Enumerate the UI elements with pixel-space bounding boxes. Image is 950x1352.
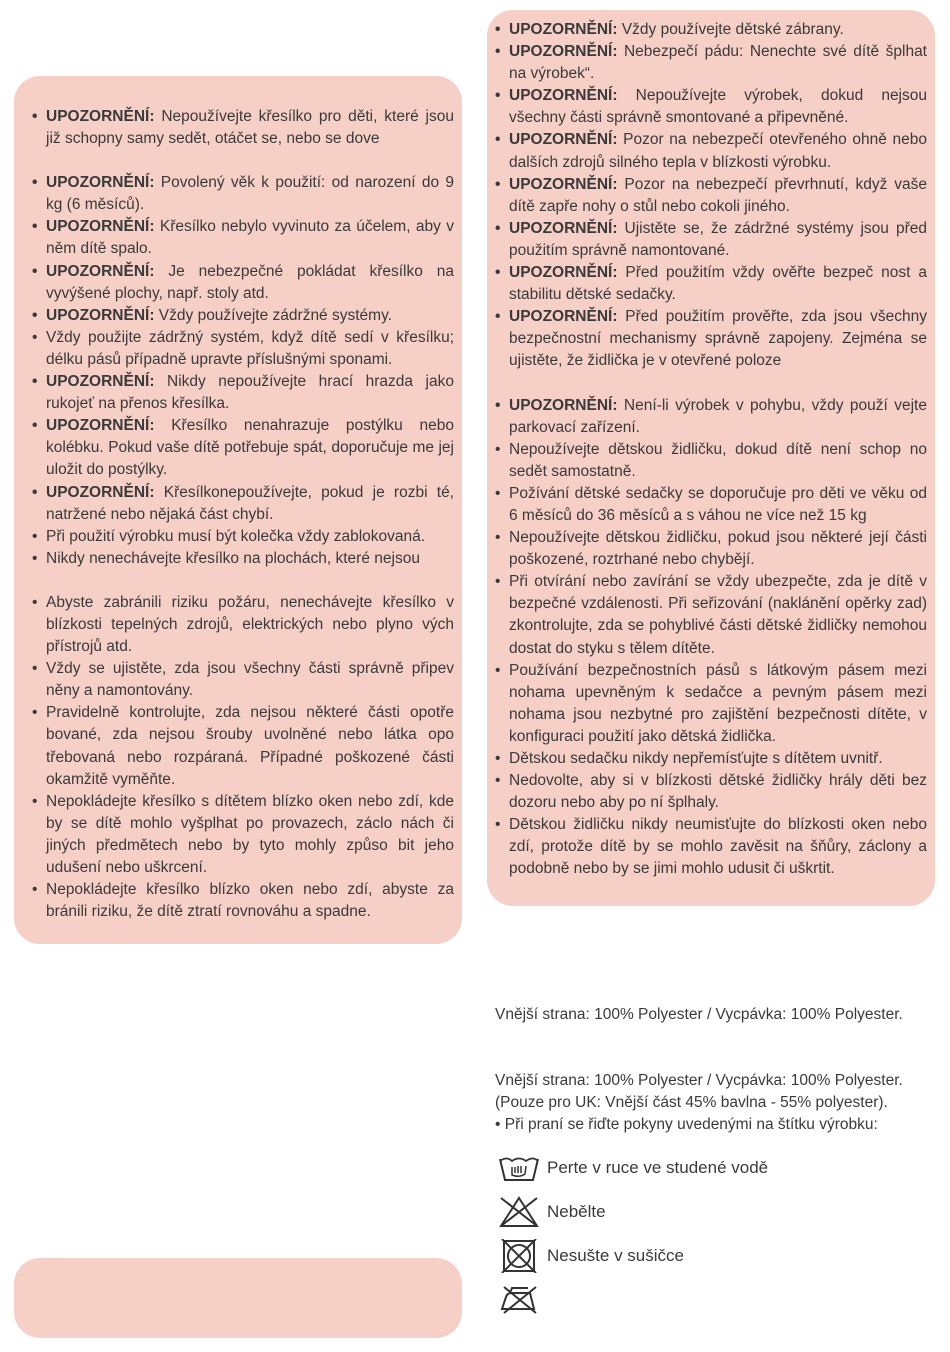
warning-text: Nedovolte, aby si v blízkosti dětské židličky hrály děti bez dozoru nebo aby po ní šplhaly. [509, 772, 927, 812]
warning-item [32, 482, 454, 526]
warning-label: UPOZORNĚNÍ: [46, 306, 155, 324]
warning-item [495, 41, 927, 85]
warning-label: UPOZORNĚNÍ: [46, 218, 155, 236]
care-row-dry [497, 1238, 937, 1274]
warning-text: Vždy se ujistěte, zda jsou všechny části správně připev něny a namontovány. [46, 660, 454, 700]
warning-label: UPOZORNĚNÍ: [509, 264, 618, 282]
warning-text: Nepokládejte křesílko s dítětem blízko oken nebo zdí, kde by se dítě mohlo vyšplhat po provazech, záclo nách či jiných předmětech nebo by tyto mohly způso bit jeho udušení nebo uškrcení. [46, 792, 454, 876]
warning-label: UPOZORNĚNÍ: [509, 131, 618, 149]
left-warnings-panel [14, 76, 462, 944]
warning-item [32, 702, 454, 790]
warning-label: UPOZORNĚNÍ: [509, 175, 618, 193]
care-row-hand-wash [497, 1150, 937, 1186]
warning-text: Křesílko nenahrazuje postýlku nebo kolébku. Pokud vaše dítě potřebuje spát, doporučuje me jej uložit do postýlky. [46, 417, 454, 479]
care-label-hand-wash: Perte v ruce ve studené vodě [547, 1158, 769, 1177]
warning-text: Dětskou židličku nikdy neumisťujte do blízkosti oken nebo zdí, protože dítě by se mohlo zavěsit na šňůry, záclony a podobně nebo by se jimi mohlo udusit či uškrtit. [509, 816, 927, 878]
warning-text: Nepoužívejte dětskou židličku, dokud dítě není schop no sedět samostatně. [509, 440, 927, 480]
warning-label: UPOZORNĚNÍ: [46, 373, 155, 391]
warning-text: Křesílko nebylo vyvinuto za účelem, aby v něm dítě spalo. [46, 218, 454, 258]
warning-text: Požívání dětské sedačky se doporučuje pro děti ve věku od 6 měsíců do 36 měsíců a s váhou ne více než 15 kg [509, 484, 927, 524]
bottom-empty-panel [14, 1258, 462, 1338]
warning-item [32, 106, 454, 150]
warning-item [495, 174, 927, 218]
warning-label: UPOZORNĚNÍ: [46, 483, 155, 501]
warning-text: Pravidelně kontrolujte, zda nejsou některé části opotře bované, zda nejsou šrouby uvolněné nebo látka opo třebovaná nebo rozpáraná. Případné poškozené části okamžitě vyměňte. [46, 704, 454, 788]
do-not-tumble-dry-icon [497, 1238, 541, 1274]
warning-text: Používání bezpečnostních pásů s látkovým pásem mezi nohama upevněným k sedačce a pevným pásem mezi nohama jsou nezbytné pro zajištění bezpečnosti dítěte, v konfiguraci použití jako dětská židlička. [509, 661, 927, 745]
warning-text: Nepoužívejte dětskou židličku, pokud jsou některé její části poškozené, roztrhané nebo chybějí. [509, 529, 927, 569]
warning-text: Abyste zabránili riziku požáru, nenechávejte křesílko v blízkosti tepelných zdrojů, elektrických nebo plyno vých přístrojů atd. [46, 593, 454, 656]
do-not-bleach-icon [497, 1194, 541, 1230]
warning-item [495, 19, 927, 41]
care-symbols [497, 1150, 937, 1326]
warning-text: Nikdy nenechávejte křesílko na plochách, které nejsou [46, 549, 420, 567]
warning-text: Pozor na nebezpečí převrhnutí, když vaše dítě zapře nohy o stůl nebo cokoli jiného. [509, 175, 927, 215]
warning-item [495, 395, 927, 439]
warning-text: Nikdy nepoužívejte hrací hrazda jako rukojeť na přenos křesílka. [46, 373, 454, 413]
do-not-iron-icon [497, 1282, 541, 1318]
warning-item [32, 327, 454, 371]
care-row-iron [497, 1282, 937, 1318]
warning-text: Při otvírání nebo zavírání se vždy ubezpečte, zda je dítě v bezpečné vzdálenosti. Při seřizování (naklánění opěrky zad) zkontrolujte, zda se pohyblivé části dětské židličky nemohou dostat do styku s tělem dítěte. [509, 573, 927, 657]
warning-item [495, 748, 927, 770]
warning-label: UPOZORNĚNÍ: [509, 219, 618, 237]
warning-item [495, 527, 927, 571]
warning-label: UPOZORNĚNÍ: [46, 174, 155, 192]
care-label-dry: Nesušte v sušičce [547, 1246, 684, 1265]
warning-item [495, 814, 927, 880]
warning-label: UPOZORNĚNÍ: [46, 108, 155, 125]
warning-label: UPOZORNĚNÍ: [509, 308, 618, 326]
warning-item [495, 306, 927, 372]
warning-item [495, 770, 927, 814]
warning-text: Není-li výrobek v pohybu, vždy použí vejte parkovací zařízení. [509, 396, 927, 436]
warning-label: UPOZORNĚNÍ: [509, 396, 618, 414]
warning-text: Pozor na nebezpečí otevřeného ohně nebo dalších zdrojů silného tepla v blízkosti výrobku. [509, 131, 927, 171]
warning-label: UPOZORNĚNÍ: [46, 417, 155, 435]
left-warnings-list [32, 106, 454, 923]
warning-item [495, 571, 927, 659]
warning-item [32, 216, 454, 260]
warning-item [32, 172, 454, 216]
right-warnings-panel [487, 10, 935, 906]
material-info-2: Vnější strana: 100% Polyester / Vycpávka: 100% Polyester. [495, 1072, 903, 1089]
material-info-1: Vnější strana: 100% Polyester / Vycpávka: 100% Polyester. [495, 1006, 903, 1023]
warning-item [32, 548, 454, 570]
warning-text: Nepokládejte křesílko blízko oken nebo zdí, abyste za bránili riziku, že dítě ztratí rovnováhu a spadne. [46, 881, 454, 921]
warning-text: Je nebezpečné pokládat křesílko na vyvýšené plochy, např. stoly atd. [46, 262, 454, 302]
washing-instructions-note: • Při praní se řiďte pokyny uvedenými na štítku výrobku: [495, 1116, 878, 1133]
warning-item [495, 129, 927, 173]
warning-text: Před použitím prověřte, zda jsou všechny bezpečnostní mechanismy správně zapojeny. Zejména se ujistěte, že židlička je v otevřené poloze [509, 308, 927, 370]
care-label-bleach: Nebělte [547, 1202, 606, 1221]
warning-item [32, 791, 454, 879]
warning-text: Křesílkonepoužívejte, pokud je rozbi té, natržené nebo nějaká část chybí. [46, 483, 454, 523]
warning-item [495, 262, 927, 306]
warning-item [32, 592, 454, 658]
warning-text: Povolený věk k použití: od narození do 9 kg (6 měsíců). [46, 174, 454, 214]
warning-text: Vždy použijte zádržný systém, když dítě sedí v křesílku; délku pásů případně upravte příslušnými sponami. [46, 328, 454, 368]
warning-text: Nepoužívejte výrobek, dokud nejsou všechny části správně smontované a připevněné. [509, 87, 927, 127]
warning-item [32, 371, 454, 415]
warning-text: Ujistěte se, že zádržné systémy jsou před použitím správně namontované. [509, 219, 927, 259]
warning-item [495, 85, 927, 129]
warning-item [32, 305, 454, 327]
right-warnings-list [495, 19, 927, 881]
warning-text: Při použití výrobku musí být kolečka vždy zablokovaná. [46, 527, 426, 545]
warning-item [495, 218, 927, 262]
warning-label: UPOZORNĚNÍ: [509, 87, 618, 105]
warning-text: Nepoužívejte křesílko pro děti, které jsou již schopny samy sedět, otáčet se, nebo se dove [46, 108, 454, 148]
warning-item [32, 658, 454, 702]
warning-item [495, 483, 927, 527]
warning-item [32, 415, 454, 481]
warning-item [32, 879, 454, 923]
warning-text: Vždy používejte dětské zábrany. [617, 21, 844, 38]
warning-label: UPOZORNĚNÍ: [509, 21, 618, 38]
warning-text: Vždy používejte zádržné systémy. [154, 306, 392, 324]
warning-label: UPOZORNĚNÍ: [46, 262, 155, 280]
warning-item [495, 439, 927, 483]
warning-label: UPOZORNĚNÍ: [509, 43, 618, 61]
warning-text: Před použitím vždy ověřte bezpeč nost a stabilitu dětské sedačky. [509, 264, 927, 304]
warning-text: Dětskou sedačku nikdy nepřemísťujte s dítětem uvnitř. [509, 750, 883, 767]
warning-item [32, 261, 454, 305]
warning-text: Nebezpečí pádu: Nenechte své dítě šplhat na výrobek“. [509, 43, 927, 83]
warning-item [495, 660, 927, 748]
hand-wash-cold-icon [497, 1150, 541, 1186]
warning-item [32, 526, 454, 548]
material-info-uk: (Pouze pro UK: Vnější část 45% bavlna - 55% polyester). [495, 1094, 888, 1111]
care-row-bleach [497, 1194, 937, 1230]
